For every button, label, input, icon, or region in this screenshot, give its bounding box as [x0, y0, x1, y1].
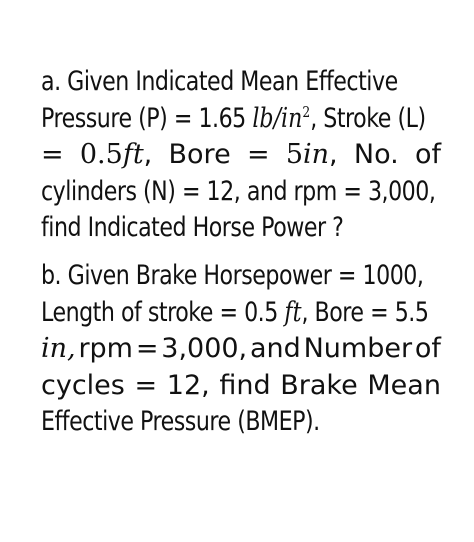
- equals-sign: =: [41, 139, 64, 170]
- cycles-value: 12,: [166, 369, 210, 401]
- word: Brake: [280, 369, 358, 401]
- problem-b: [41, 258, 441, 441]
- problem-a-line-2-text: Pressure (P) = 1.65: [41, 102, 253, 134]
- word: find: [219, 369, 271, 401]
- problem-b-line-2-text: Length of stroke = 0.5: [41, 296, 285, 328]
- rpm-label: rpm: [78, 333, 133, 364]
- equals-sign: =: [135, 333, 159, 364]
- cycles-label: cycles: [41, 369, 125, 401]
- problem-b-line-3: [41, 331, 441, 368]
- problem-a-line-4: cylinders (N) = 12, and rpm = 3,000,: [41, 175, 436, 207]
- stroke-unit: ft: [284, 296, 302, 328]
- problem-b-line-4: [41, 368, 441, 405]
- problem-b-line-2-suffix: , Bore = 5.5: [301, 296, 429, 328]
- equals-sign: =: [246, 139, 270, 170]
- bore-value: [286, 137, 338, 174]
- no-label: No.: [353, 139, 399, 170]
- word: of: [414, 333, 441, 364]
- problem-a-line-3: [41, 137, 441, 174]
- stroke-value: [80, 137, 152, 174]
- problem-a: [41, 64, 441, 247]
- rpm-value: 3,000,: [161, 333, 248, 364]
- pressure-unit-exponent: 2: [302, 102, 311, 121]
- comma: ,: [329, 139, 338, 170]
- problem-a-line-2-suffix: , Stroke (L): [310, 102, 426, 134]
- bore-unit: in,: [41, 333, 76, 364]
- word: Number: [303, 333, 413, 364]
- bore-number: 5: [285, 139, 303, 170]
- bore-unit: in: [303, 139, 330, 170]
- word: and: [249, 333, 301, 364]
- word: Mean: [367, 369, 441, 401]
- bore-label: Bore: [168, 139, 231, 170]
- problem-b-line-5: Effective Pressure (BMEP).: [41, 406, 320, 437]
- problem-a-line-1: a. Given Indicated Mean Effective: [41, 66, 398, 97]
- equals-sign: =: [134, 369, 158, 401]
- of-label: of: [414, 139, 441, 170]
- problem-a-line-5: find Indicated Horse Power ?: [41, 212, 344, 243]
- stroke-number: 0.5: [79, 139, 123, 170]
- stroke-unit: ft: [122, 139, 144, 170]
- pressure-unit: lb/in: [252, 102, 303, 134]
- problem-b-line-2: [41, 295, 429, 332]
- problem-a-line-2: [41, 101, 426, 138]
- comma: ,: [143, 139, 153, 170]
- problem-b-line-1: b. Given Brake Horsepower = 1000,: [41, 260, 424, 291]
